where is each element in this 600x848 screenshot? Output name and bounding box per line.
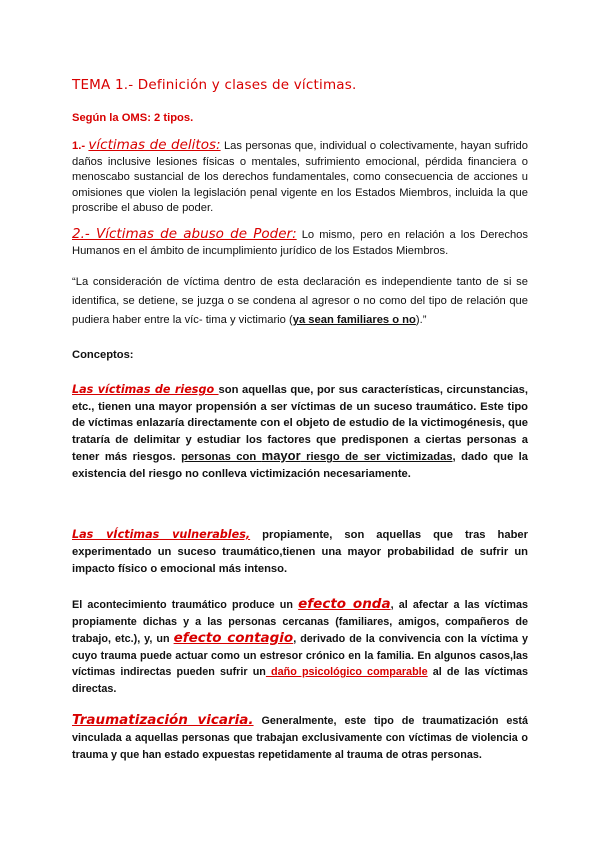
quote-text: “La consideración de víctima dentro de esta declaración es independiente tanto de si se identifica, se detiene, se juzga o se condena al agresor o no como del tipo de relación que pudiera haber entre la víc- tima y victimario (: [72, 276, 528, 326]
paragraph-victimas-riesgo: [72, 382, 528, 482]
paragraph-victimas-delitos: [72, 138, 528, 217]
item-number: 1.-: [72, 140, 89, 152]
text-segment: , derivado de la convivencia con la víctima y cuyo trauma puede actuar como un estresor crónico en la familia. En algunos casos,las víctimas indirectas pueden sufrir un: [72, 633, 529, 678]
paragraph-traumatizacion-vicaria: [72, 712, 528, 764]
term-dano-psicologico: daño psicológico comparable: [265, 666, 428, 678]
underlined-text: riesgo de ser victimizadas: [300, 451, 453, 463]
section-heading-conceptos: Conceptos:: [72, 349, 134, 361]
quote-emphasis: ya sean familiares o no: [292, 314, 416, 326]
paragraph-abuso-poder: [72, 227, 528, 259]
term-abuso-poder: 2.- Víctimas de abuso de Poder:: [72, 226, 297, 242]
definition-text: son aquellas que, por sus características, circunstancias, etc., tienen una mayor propensión a ser víctimas de un suceso traumático. Este tipo de víctimas enlazaría directamente con el objeto de estudio de la victimogénesis, que trataría de delimitar y estudiar los factores que predisponen a ciertas personas a tener más riesgos.: [72, 384, 528, 463]
term-efecto-contagio: efecto contagio: [173, 630, 294, 646]
paragraph-victimas-vulnerables: [72, 526, 528, 578]
definition-text: Generalmente, este tipo de traumatización está vinculada a aquellas personas que trabajan exclusivamente con víctimas de violencia o trauma y que han estado expuestas repetidamente al trauma de otras personas.: [72, 715, 529, 761]
definition-text: propiamente, son aquellas que tras haber experimentado un suceso traumático,tienen una mayor probabilidad de sufrir un impacto físico o emocional más intenso.: [72, 529, 528, 575]
term-victimas-delitos: víctimas de delitos:: [88, 137, 221, 153]
underlined-text: personas con: [181, 451, 262, 463]
term-victimas-riesgo: Las víctimas de riesgo: [72, 383, 219, 396]
term-victimas-vulnerables: Las vÍctimas vulnerables,: [72, 528, 251, 541]
definition-text: , dado que la existencia del riesgo no conlleva victimización necesariamente.: [72, 451, 528, 480]
term-traumatizacion-vicaria: Traumatización vicaria.: [72, 712, 254, 728]
oms-subtitle: Según la OMS: 2 tipos.: [72, 112, 194, 124]
document-title: TEMA 1.- Definición y clases de víctimas.: [72, 77, 357, 93]
definition-text: Lo mismo, pero en relación a los Derechos Humanos en el ámbito de incumplimiento jurídico de los Estados Miembros.: [72, 229, 528, 257]
text-segment: al de las víctimas directas.: [72, 666, 528, 695]
text-segment: , al afectar a las víctimas propiamente dichas y a las personas cercanas (familiares, amigos, compañeros de trabajo, etc.), y, un: [72, 599, 529, 645]
text-segment: El acontecimiento traumático produce un: [72, 599, 299, 611]
paragraph-efecto-onda: [72, 596, 528, 697]
quote-paragraph: [72, 273, 528, 330]
definition-text: Las personas que, individual o colectivamente, hayan sufrido daños inclusive lesiones físicas o mentales, sufrimiento emocional, pérdida financiera o menoscabo sustancial de los derechos fundamentales, como consecuencia de acciones u omisiones que violen la legislación penal vigente en los Estados Miembros, incluida la que proscribe el abuso de poder.: [72, 140, 528, 214]
quote-end: ).”: [415, 314, 427, 326]
term-efecto-onda: efecto onda: [298, 596, 391, 612]
underlined-emphasis: mayor: [261, 448, 301, 463]
